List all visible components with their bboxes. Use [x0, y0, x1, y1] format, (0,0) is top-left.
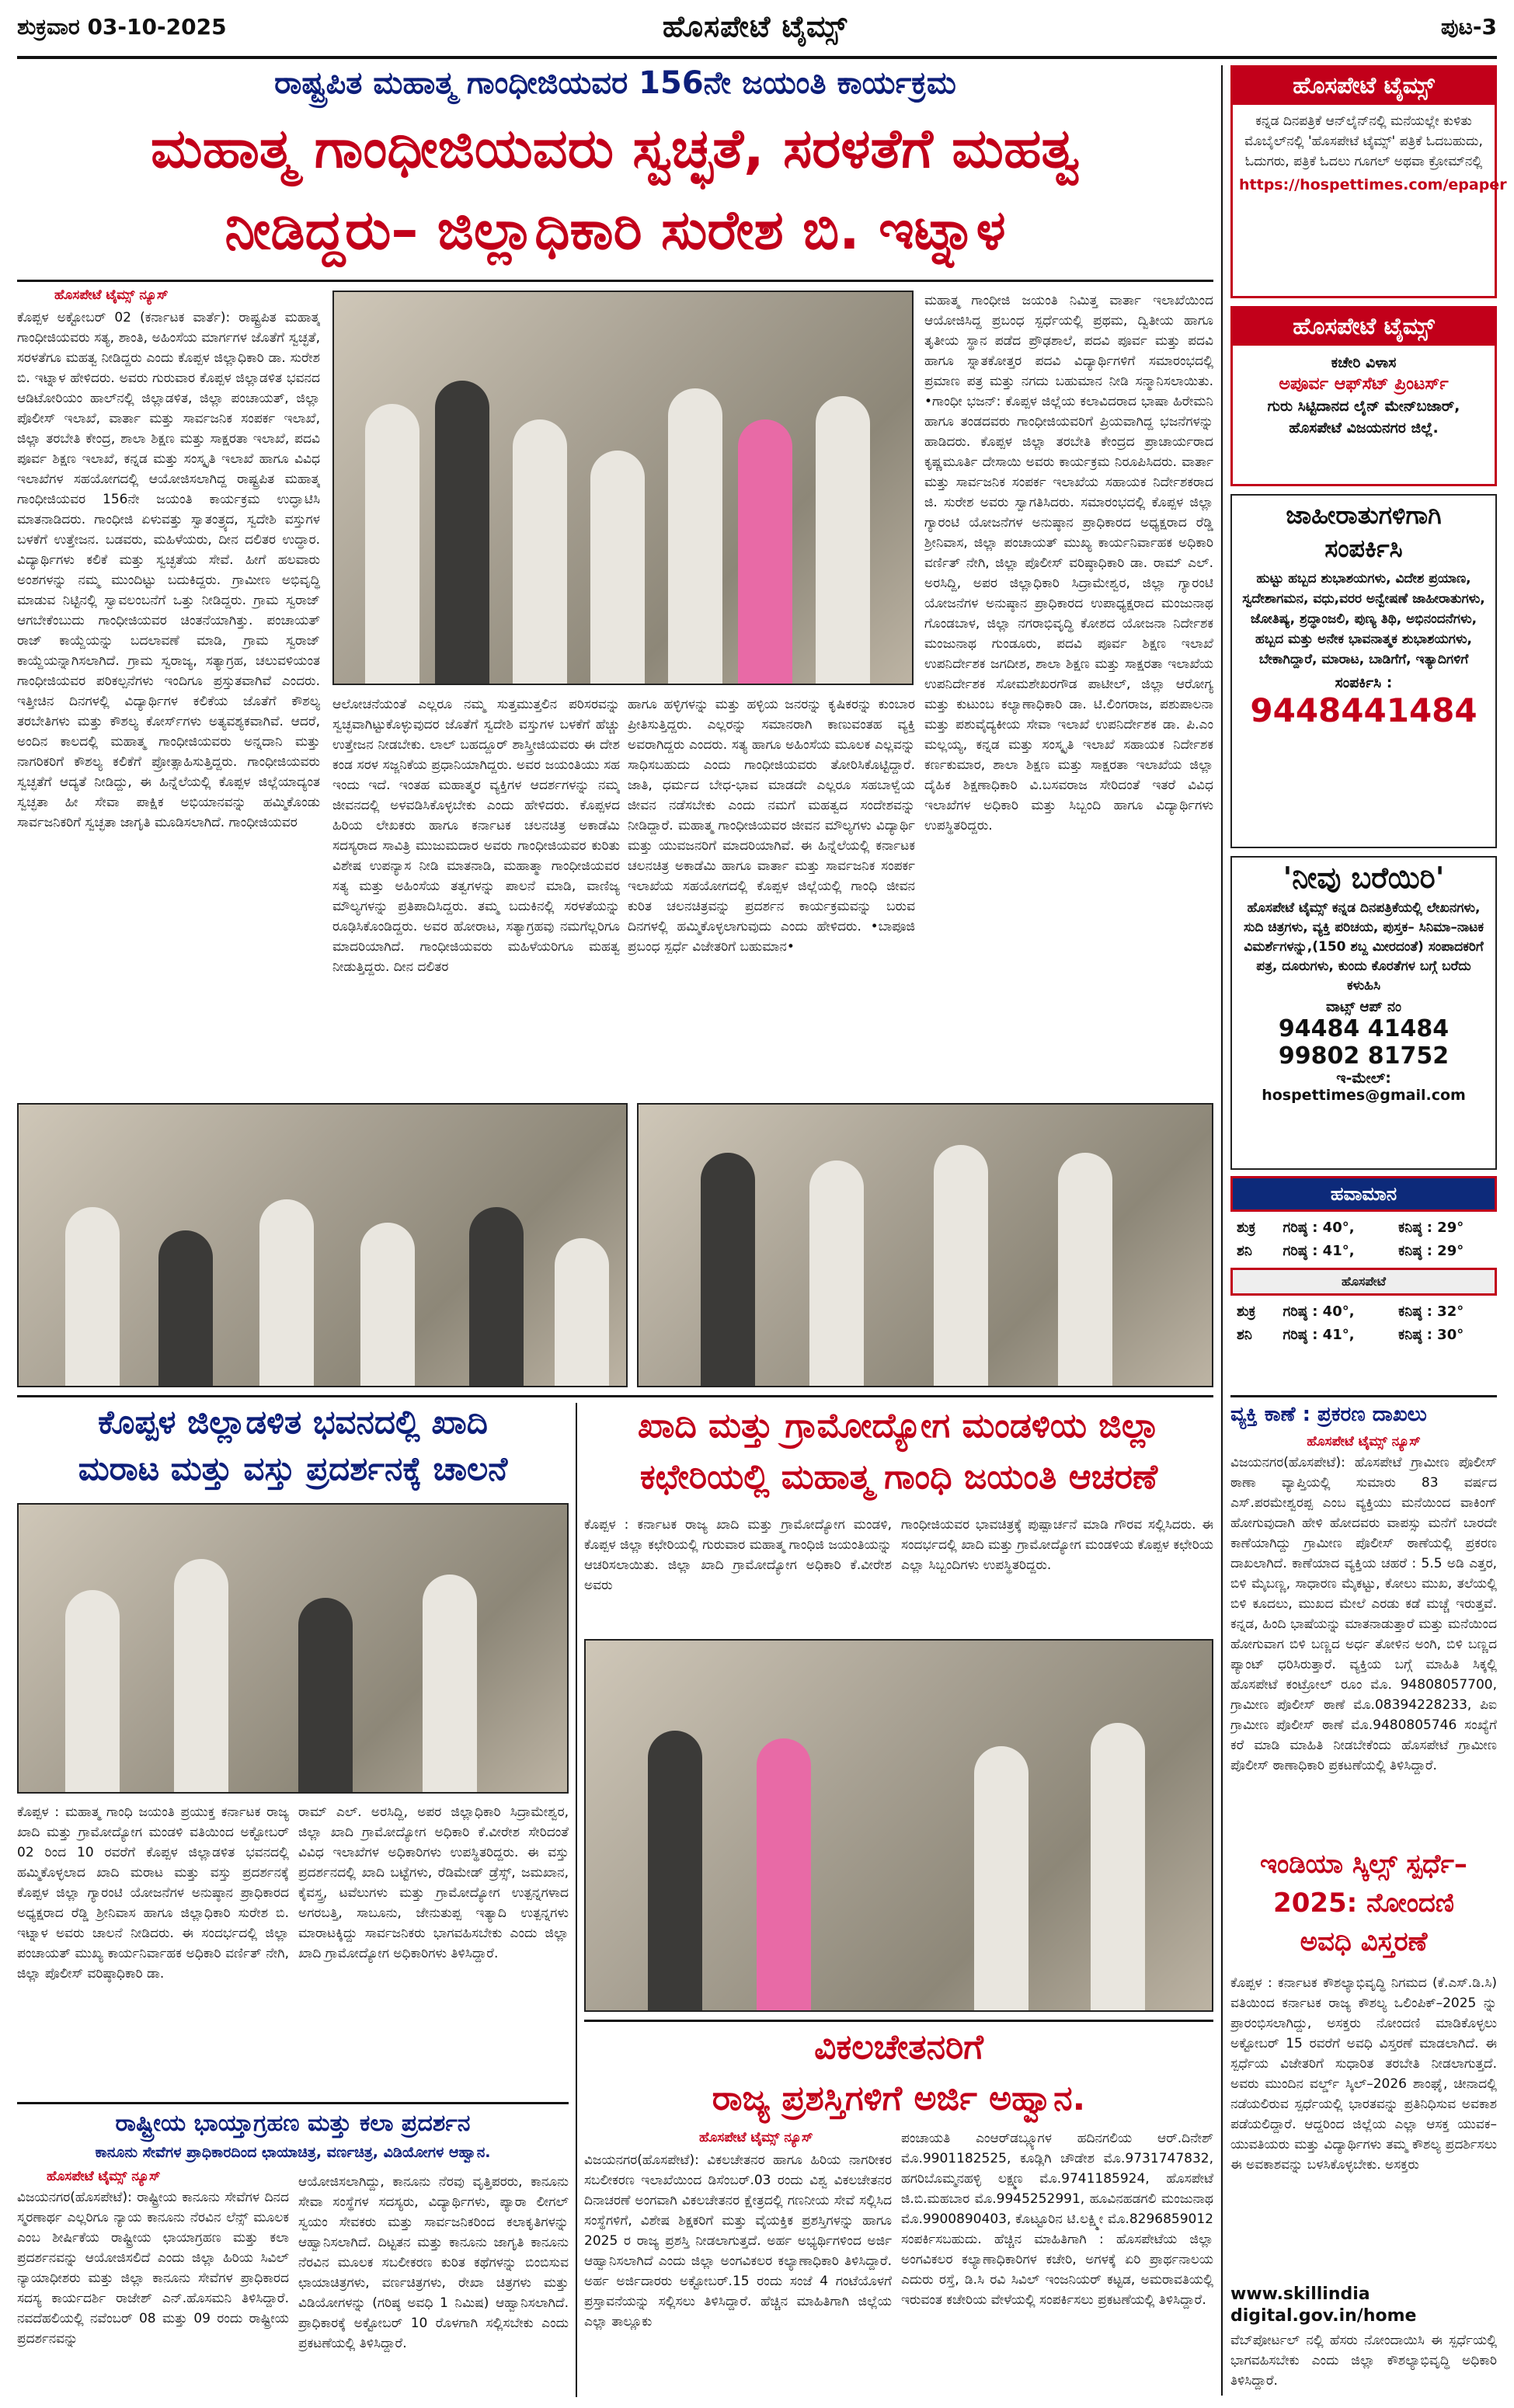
sidebar-missing-text: ವಿಜಯನಗರ(ಹೊಸಪೇಟೆ): ಹೊಸಪೇಟೆ ಗ್ರಾಮೀಣ ಪೊಲೀಸ್ ಠಾಣಾ ವ್ಯಾಪ್ತಿಯಲ್ಲಿ ಸುಮಾರು 83 ವರ್ಷದ ಎಸ್.ಪರಮೇಶ್ವರಪ್ಪ ಎಂಬ ವ್ಯಕ್ತಿಯು ಮನೆಯಿಂದ ವಾಕಿಂಗ್ ಹೋಗುವುದಾಗಿ ಹೇಳಿ ಹೋದವರು ವಾಪಸ್ಸು ಮನೆಗೆ ಬಾರದೇ ಕಾಣೆಯಾಗಿದ್ದು ಗ್ರಾಮೀಣ ಪೊಲೀಸ್ ಠಾಣೆಯಲ್ಲಿ ಪ್ರಕರಣ ದಾಖಲಾಗಿದೆ. ಕಾಣೆಯಾದ ವ್ಯಕ್ತಿಯ ಚಹರೆ : 5.5 ಅಡಿ ಎತ್ತರ, ಬಿಳಿ ಮೈಬಣ್ಣ, ಸಾಧಾರಣ ಮೈಕಟ್ಟು, ಕೋಲು ಮುಖ, ತಲೆಯಲ್ಲಿ ಬಿಳಿ ಕೂದಲು, ಮುಖದ ಮೇಲೆ ಎರಡು ಕಡೆ ಮಚ್ಚೆ ಇರುತ್ತವೆ. ಕನ್ನಡ, ಹಿಂದಿ ಭಾಷೆಯನ್ನು ಮಾತನಾಡುತ್ತಾರೆ ಮತ್ತು ಮನೆಯಿಂದ ಹೋಗುವಾಗ ಬಿಳಿ ಬಣ್ಣದ ಅರ್ಧ ತೋಳಿನ ಅಂಗಿ, ಬಿಳಿ ಬಣ್ಣದ ಪ್ಯಾಂಟ್ ಧರಿಸಿರುತ್ತಾರೆ. ವ್ಯಕ್ತಿಯ ಬಗ್ಗೆ ಮಾಹಿತಿ ಸಿಕ್ಕಲ್ಲಿ ಹೊಸಪೇಟೆ ಕಂಟ್ರೋಲ್ ರೂಂ ಮೊ. 94808057700, ಗ್ರಾಮೀಣ ಪೊಲೀಸ್ ಠಾಣೆ ಮೊ.08394228233, ಪಿಐ ಗ್ರಾಮೀಣ ಪೊಲೀಸ್ ಠಾಣೆ ಮೊ.9480805746 ಸಂಖ್ಯೆಗೆ ಕರೆ ಮಾಡಿ ಮಾಹಿತಿ ನೀಡಬೇಕೆಂದು ಹೊಸಪೇಟೆ ಗ್ರಾಮೀಣ ಪೊಲೀಸ್ ಠಾಣಾಧಿಕಾರಿ ಪ್ರಕಟಣೆಯಲ್ಲಿ ತಿಳಿಸಿದ್ದಾರೆ. — [1230, 1455, 1497, 1773]
sidebar-weather-title: ಹವಾಮಾನ — [1230, 1176, 1497, 1212]
sidebar-rule — [1230, 1395, 1497, 1397]
khadi-office-headline-line2: ಕಛೇರಿಯಲ್ಲಿ ಮಹಾತ್ಮ ಗಾಂಧಿ ಜಯಂತಿ ಆಚರಣೆ — [639, 1457, 1158, 1497]
issue-date: ಶುಕ್ರವಾರ 03-10-2025 — [17, 14, 227, 40]
weather-max: ಗರಿಷ್ಠ : 40°, — [1283, 1303, 1355, 1320]
masthead — [17, 8, 1497, 57]
weather-day: ಶುಕ್ರ — [1237, 1303, 1256, 1320]
lead-bottom-rule — [17, 1395, 1213, 1397]
weather-min: ಕನಿಷ್ಠ : 32° — [1398, 1303, 1464, 1320]
weather-min: ಕನಿಷ್ಠ : 29° — [1398, 1220, 1464, 1236]
newspaper-title: ಹೊಸಪೇಟೆ ಟೈಮ್ಸ್ — [662, 9, 848, 43]
sidebar-office-address: ಗುರು ಸಿಟ್ಟಿದಾನದ ಲೈನ್ ಮೇನ್‌ಬಜಾರ್, ಹೊಸಪೇಟೆ ವಿಜಯನಗರ ಜಿಲ್ಲೆ. — [1267, 398, 1460, 437]
sidebar-skills-url[interactable]: www.skillindia digital.gov.in/home — [1230, 2284, 1417, 2326]
weather-day: ಶನಿ — [1237, 1327, 1252, 1343]
right-vertical-rule — [1221, 65, 1223, 2396]
lead-headline-line1: ಮಹಾತ್ಮ ಗಾಂಧೀಜಿಯವರು ಸ್ವಚ್ಛತೆ, ಸರಳತೆಗೆ ಮಹತ್ವ — [151, 117, 1080, 180]
sidebar-write-box — [1230, 856, 1497, 1170]
lead-column-4: ಮಹಾತ್ಮ ಗಾಂಧೀಜಿ ಜಯಂತಿ ನಿಮಿತ್ತ ವಾರ್ತಾ ಇಲಾಖೆಯಿಂದ ಆಯೋಜಿಸಿದ್ದ ಪ್ರಬಂಧ ಸ್ಪರ್ಧೆಯಲ್ಲಿ ಪ್ರಥಮ, ದ್ವಿತೀಯ ಹಾಗೂ ತೃತೀಯ ಸ್ಥಾನ ಪಡೆದ ಪ್ರೌಢಶಾಲೆ, ಪದವಿ ಪೂರ್ವ ಮತ್ತು ಪದವಿ ಹಾಗೂ ಸ್ನಾತಕೋತ್ತರ ಪದವಿ ವಿದ್ಯಾರ್ಥಿಗಳಿಗೆ ಸಮಾರಂಭದಲ್ಲಿ ಪ್ರಮಾಣ ಪತ್ರ ಮತ್ತು ನಗದು ಬಹುಮಾನ ನೀಡಿ ಸನ್ಮಾನಿಸಲಾಯಿತು. •ಗಾಂಧೀ ಭಜನ್: ಕೊಪ್ಪಳ ಜಿಲ್ಲೆಯ ಕಲಾವಿದರಾದ ಭಾಷಾ ಹಿರೇಮನಿ ಹಾಗೂ ತಂಡದವರು ಗಾಂಧೀಜಿಯವರಿಗೆ ಪ್ರಿಯವಾಗಿದ್ದ ಭಜನೆಗಳನ್ನು ಹಾಡಿದರು. ಕೊಪ್ಪಳ ಜಿಲ್ಲಾ ತರಬೇತಿ ಕೇಂದ್ರದ ಪ್ರಾಚಾರ್ಯರಾದ ಕೃಷ್ಣಮೂರ್ತಿ ದೇಸಾಯಿ ಅವರು ಕಾರ್ಯಕ್ರಮ ನಿರೂಪಿಸಿದರು. ವಾರ್ತಾ ಮತ್ತು ಸಾರ್ವಜನಿಕ ಸಂಪರ್ಕ ಇಲಾಖೆಯ ಸಹಾಯಕ ನಿರ್ದೇಶಕರಾದ ಜಿ. ಸುರೇಶ ಅವರು ಸ್ವಾಗತಿಸಿದರು. ಸಮಾರಂಭದಲ್ಲಿ ಕೊಪ್ಪಳ ಜಿಲ್ಲಾ ಗ್ಯಾರಂಟಿ ಯೋಜನೆಗಳ ಅನುಷ್ಠಾನ ಪ್ರಾಧಿಕಾರದ ಅಧ್ಯಕ್ಷರಾದ ರೆಡ್ಡಿ ಶ್ರೀನಿವಾಸ, ಜಿಲ್ಲಾ ಪಂಚಾಯತ್ ಮುಖ್ಯ ಕಾರ್ಯನಿರ್ವಾಹಕ ಅಧಿಕಾರಿ ವರ್ಣಿತ್ ನೇಗಿ, ಜಿಲ್ಲಾ ಪೊಲೀಸ್ ವರಿಷ್ಠಾಧಿಕಾರಿ ಡಾ. ರಾಮ್ ಎಲ್. ಅರಸಿದ್ದಿ, ಅಪರ ಜಿಲ್ಲಾಧಿಕಾರಿ ಸಿದ್ರಾಮೇಶ್ವರ, ಜಿಲ್ಲಾ ಗ್ಯಾರಂಟಿ ಯೋಜನೆಗಳ ಅನುಷ್ಠಾನ ಪ್ರಾಧಿಕಾರದ ಉಪಾಧ್ಯಕ್ಷರಾದ ಮಂಜುನಾಥ ಗೊಂಡಬಾಳ, ಜಿಲ್ಲಾ ನಗರಾಭಿವೃದ್ಧಿ ಕೋಶದ ಯೋಜನಾ ನಿರ್ದೇಶಕ ಮಂಜುನಾಥ ಗುಂಡೂರು, ಪದವಿ ಪೂರ್ವ ಶಿಕ್ಷಣ ಇಲಾಖೆ ಉಪನಿರ್ದೇಶಕ ಜಗದೀಶ, ಶಾಲಾ ಶಿಕ್ಷಣ ಮತ್ತು ಸಾಕ್ಷರತಾ ಇಲಾಖೆಯ ಉಪನಿರ್ದೇಶಕ ಸೋಮಶೇಖರಗೌಡ ಪಾಟೀಲ್, ಜಿಲ್ಲಾ ಆರೋಗ್ಯ ಮತ್ತು ಕುಟುಂಬ ಕಲ್ಯಾಣಾಧಿಕಾರಿ ಡಾ. ಟಿ.ಲಿಂಗರಾಜ, ಪಶುಪಾಲನಾ ಮತ್ತು ಪಶುವೈದ್ಯಕೀಯ ಸೇವಾ ಇಲಾಖೆ ಉಪನಿರ್ದೇಶಕ ಡಾ. ಪಿ.ಎಂ ಮಲ್ಲಯ್ಯ, ಕನ್ನಡ ಮತ್ತು ಸಂಸ್ಕೃತಿ ಇಲಾಖೆ ಸಹಾಯಕ ನಿರ್ದೇಶಕ ಕರ್ಣಕುಮಾರ, ಶಾಲಾ ಶಿಕ್ಷಣ ಮತ್ತು ಸಾಕ್ಷರತಾ ಇಲಾಖೆಯ ಜಿಲ್ಲಾ ದೈಹಿಕ ಶಿಕ್ಷಣಾಧಿಕಾರಿ ವಿ.ಬಸವರಾಜ ಸೇರಿದಂತೆ ಇತರೆ ವಿವಿಧ ಇಲಾಖೆಗಳ ಅಧಿಕಾರಿ ಮತ್ತು ಸಿಬ್ಬಂದಿ ಹಾಗೂ ವಿದ್ಯಾರ್ಥಿಗಳು ಉಪಸ್ಥಿತರಿದ್ದರು. — [924, 293, 1213, 833]
sidebar-ads-phone[interactable]: 9448441484 — [1250, 691, 1477, 729]
legal-column-1: ವಿಜಯನಗರ(ಹೊಸಪೇಟೆ): ರಾಷ್ಟ್ರೀಯ ಕಾನೂನು ಸೇವೆಗಳ ದಿನದ ಸ್ಮರಣಾರ್ಥ ಎಲ್ಲರಿಗೂ ನ್ಯಾಯ ಕಾನೂನು ನೆರವಿನ ಲೆನ್ಸ್ ಮೂಲಕ ಎಂಬ ಶೀರ್ಷಿಕೆಯ ರಾಷ್ಟ್ರೀಯ ಛಾಯಾಗ್ರಹಣ ಮತ್ತು ಕಲಾ ಪ್ರದರ್ಶನವನ್ನು ಆಯೋಜಿಸಲಿದೆ ಎಂದು ಜಿಲ್ಲಾ ಹಿರಿಯ ಸಿವಿಲ್ ನ್ಯಾಯಾಧೀಶರು ಮತ್ತು ಜಿಲ್ಲಾ ಕಾನೂನು ಸೇವೆಗಳ ಪ್ರಾಧಿಕಾರದ ಸದಸ್ಯ ಕಾರ್ಯದರ್ಶಿ ರಾಜೇಶ್ ಎನ್.ಹೊಸಮನಿ ತಿಳಿಸಿದ್ದಾರೆ. ನವದೆಹಲಿಯಲ್ಲಿ ನವೆಂಬರ್ 08 ಮತ್ತು 09 ರಂದು ರಾಷ್ಟ್ರೀಯ ಪ್ರದರ್ಶನವನ್ನು — [17, 2190, 289, 2347]
disabled-column-2: ಪಂಚಾಯತಿ ಎಂಆರ್‌ಡಬ್ಲ್ಯೂಗಳ ಹದಿನಗಲಿಯ ಆರ್.ದಿನೇಶ್ ಮೊ.9901182525, ಕೂಡ್ಲಿಗಿ ಚೌಡೇಶ ಮೊ.9731747832, ಹಗರಿಬೊಮ್ಮನಹಳ್ಳಿ ಲಕ್ಷ್ಮಣ ಮೊ.9741185924, ಹೊಸಪೇಟೆ ಜಿ.ಬಿ.ಮಹಬಾರ ಮೊ.9945252991, ಹೂವಿನಹಡಗಲಿ ಮಂಜುನಾಥ ಮೊ.9900890403, ಕೊಟ್ಟೂರಿನ ಟಿ.ಲಕ್ಷ್ಮೀ ಮೊ.8296859012 ಸಂಪರ್ಕಿಸಬಹುದು. ಹೆಚ್ಚಿನ ಮಾಹಿತಿಗಾಗಿ : ಹೊಸಪೇಟೆಯ ಜಿಲ್ಲಾ ಅಂಗವಿಕಲರ ಕಲ್ಯಾಣಾಧಿಕಾರಿಗಳ ಕಚೇರಿ, ಅಗಳಕ್ಕೆ ಏರಿ ಪ್ರಾರ್ಥನಾಲಯ ಎದುರು ರಸ್ತೆ, ಡಿ.ಸಿ ರವಿ ಸಿವಿಲ್ ಇಂಜನಿಯರ್ ಕಟ್ಟಡ, ಅಮರಾವತಿಯಲ್ಲಿ ಇರುವಂತ ಕಚೇರಿಯ ವೇಳೆಯಲ್ಲಿ ಸಂಪರ್ಕಿಸಲು ಪ್ರಕಟಣೆಯಲ್ಲಿ ತಿಳಿಸಿದ್ದಾರೆ. — [901, 2131, 1213, 2308]
khadi-photo — [17, 1503, 569, 1794]
sidebar-office-printer: ಅಪೂರ್ವ ಆಫ್‌ಸೆಟ್ ಪ್ರಿಂಟರ್ಸ್ — [1279, 374, 1449, 394]
weather-max: ಗರಿಷ್ಠ : 41°, — [1283, 1243, 1355, 1259]
lead-photo-bottom-left — [17, 1103, 628, 1387]
sidebar-weather-table-1 — [1230, 1212, 1497, 1268]
sidebar-weather-box — [1230, 1176, 1497, 1387]
sidebar-ads-title: ಜಾಹೀರಾತುಗಳಿಗಾಗಿ — [1286, 500, 1442, 530]
sidebar-ads-subtitle: ಸಂಪರ್ಕಿಸಿ — [1324, 534, 1403, 563]
khadi-office-photo — [584, 1639, 1213, 2012]
disabled-byline: ಹೊಸಪೇಟೆ ಟೈಮ್ಸ್ ನ್ಯೂಸ್ — [699, 2130, 813, 2145]
lead-byline: ಹೊಸಪೇಟೆ ಟೈಮ್ಸ್ ನ್ಯೂಸ್ — [54, 287, 169, 303]
lead-headline-line2: ನೀಡಿದ್ದರು– ಜಿಲ್ಲಾಧಿಕಾರಿ ಸುರೇಶ ಬಿ. ಇಟ್ನಾಳ — [224, 198, 1006, 262]
masthead-rule — [17, 56, 1497, 59]
sidebar-weather-table-2 — [1230, 1296, 1497, 1352]
sidebar-skills-title-3: ಅವಧಿ ವಿಸ್ತರಣೆ — [1300, 1926, 1428, 1957]
disabled-headline-line1: ವಿಕಲಚೇತನರಿಗೆ — [814, 2027, 983, 2067]
sidebar-epaper-link[interactable]: https://hospettimes.com/epaper — [1239, 176, 1507, 193]
disabled-column-1: ವಿಜಯನಗರ(ಹೊಸಪೇಟೆ): ವಿಕಲಚೇತನರ ಹಾಗೂ ಹಿರಿಯ ನಾಗರೀಕರ ಸಬಲೀಕರಣ ಇಲಾಖೆಯಿಂದ ಡಿಸೆಂಬರ್.03 ರಂದು ವಿಶ್ವ ವಿಕಲಚೇತನರ ದಿನಾಚರಣೆ ಅಂಗವಾಗಿ ವಿಕಲಚೇತನರ ಕ್ಷೇತ್ರದಲ್ಲಿ ಗಣನೀಯ ಸೇವೆ ಸಲ್ಲಿಸಿದ ಸಂಸ್ಥೆಗಳಿಗೆ, ವಿಶೇಷ ಶಿಕ್ಷಕರಿಗೆ ಮತ್ತು ವೈಯಕ್ತಿಕ ಪ್ರಶಸ್ತಿಗಳನ್ನು ಹಾಗೂ 2025 ರ ರಾಜ್ಯ ಪ್ರಶಸ್ತಿ ನೀಡಲಾಗುತ್ತದೆ. ಅರ್ಹ ಅಭ್ಯರ್ಥಿಗಳಿಂದ ಅರ್ಜಿ ಆಹ್ವಾನಿಸಲಾಗಿದೆ ಎಂದು ಜಿಲ್ಲಾ ಅಂಗವಿಕಲರ ಕಲ್ಯಾಣಾಧಿಕಾರಿ ತಿಳಿಸಿದ್ದಾರೆ. ಅರ್ಹ ಅರ್ಜಿದಾರರು ಅಕ್ಟೋಬರ್.15 ರಂದು ಸಂಜೆ 4 ಗಂಟೆಯೊಳಗೆ ಪ್ರಸ್ತಾವನೆಯನ್ನು ಸಲ್ಲಿಸಲು ತಿಳಿಸಿದ್ದಾರೆ. ಹೆಚ್ಚಿನ ಮಾಹಿತಿಗಾಗಿ ಜಿಲ್ಲೆಯ ಎಲ್ಲಾ ತಾಲ್ಲೂಕು — [584, 2152, 892, 2330]
khadi-headline-line2: ಮರಾಟ ಮತ್ತು ವಸ್ತು ಪ್ರದರ್ಶನಕ್ಕೆ ಚಾಲನೆ — [78, 1449, 508, 1488]
legal-byline: ಹೊಸಪೇಟೆ ಟೈಮ್ಸ್ ನ್ಯೂಸ್ — [47, 2169, 161, 2184]
sidebar-skills-title-1: ಇಂಡಿಯಾ ಸ್ಕಿಲ್ಸ್ ಸ್ಪರ್ಧೆ– — [1260, 1849, 1467, 1880]
weather-row — [1237, 1324, 1491, 1347]
khadi-column-1: ಕೊಪ್ಪಳ : ಮಹಾತ್ಮ ಗಾಂಧಿ ಜಯಂತಿ ಪ್ರಯುಕ್ತ ಕರ್ನಾಟಕ ರಾಜ್ಯ ಖಾದಿ ಮತ್ತು ಗ್ರಾಮೋದ್ಯೋಗ ಮಂಡಳಿ ವತಿಯಿಂದ ಅಕ್ಟೋಬರ್ 02 ರಿಂದ 10 ರವರೆಗೆ ಕೊಪ್ಪಳ ಜಿಲ್ಲಾಡಳಿತ ಭವನದಲ್ಲಿ ಹಮ್ಮಿಕೊಳ್ಳಲಾದ ಖಾದಿ ಮರಾಟ ಮತ್ತು ವಸ್ತು ಪ್ರದರ್ಶನಕ್ಕೆ ಕೊಪ್ಪಳ ಜಿಲ್ಲಾ ಗ್ಯಾರಂಟಿ ಯೋಜನೆಗಳ ಅನುಷ್ಠಾನ ಪ್ರಾಧಿಕಾರದ ಅಧ್ಯಕ್ಷರಾದ ರೆಡ್ಡಿ ಶ್ರೀನಿವಾಸ ಹಾಗೂ ಜಿಲ್ಲಾಧಿಕಾರಿ ಸುರೇಶ ಬಿ. ಇಟ್ನಾಳ ಅವರು ಚಾಲನೆ ನೀಡಿದರು. ಈ ಸಂದರ್ಭದಲ್ಲಿ ಜಿಲ್ಲಾ ಪಂಚಾಯತ್ ಮುಖ್ಯ ಕಾರ್ಯನಿರ್ವಾಹಕ ಅಧಿಕಾರಿ ವರ್ಣಿತ್ ನೇಗಿ, ಜಿಲ್ಲಾ ಪೊಲೀಸ್ ವರಿಷ್ಠಾಧಿಕಾರಿ ಡಾ. — [17, 1804, 289, 1982]
khadi-rule — [17, 2102, 569, 2104]
sidebar-weather-city: ಹೊಸಪೇಟೆ — [1230, 1268, 1497, 1296]
lead-column-1: ಕೊಪ್ಪಳ ಅಕ್ಟೋಬರ್ 02 (ಕರ್ನಾಟಕ ವಾರ್ತೆ): ರಾಷ್ಟ್ರಪಿತ ಮಹಾತ್ಮ ಗಾಂಧೀಜಿಯವರು ಸತ್ಯ, ಶಾಂತಿ, ಅಹಿಂಸೆಯ ಮಾರ್ಗಗಳ ಜೊತೆಗೆ ಸ್ವಚ್ಛತೆ, ಸರಳತೆಗೂ ಮಹತ್ವ ನೀಡಿದ್ದರು ಎಂದು ಕೊಪ್ಪಳ ಜಿಲ್ಲಾಧಿಕಾರಿ ಡಾ. ಸುರೇಶ ಬಿ. ಇಟ್ನಾಳ ಹೇಳಿದರು. ಅವರು ಗುರುವಾರ ಕೊಪ್ಪಳ ಜಿಲ್ಲಾಡಳಿತ ಭವನದ ಆಡಿಟೋರಿಯಂ ಹಾಲ್‌ನಲ್ಲಿ ಜಿಲ್ಲಾಡಳಿತ, ಜಿಲ್ಲಾ ಪಂಚಾಯತ್, ಜಿಲ್ಲಾ ಪೊಲೀಸ್ ಇಲಾಖೆ, ವಾರ್ತಾ ಮತ್ತು ಸಾರ್ವಜನಿಕ ಸಂಪರ್ಕ ಇಲಾಖೆ, ಜಿಲ್ಲಾ ತರಬೇತಿ ಕೇಂದ್ರ, ಶಾಲಾ ಶಿಕ್ಷಣ ಮತ್ತು ಸಾಕ್ಷರತಾ ಇಲಾಖೆ, ಪದವಿ ಪೂರ್ವ ಶಿಕ್ಷಣ ಇಲಾಖೆ, ಕನ್ನಡ ಮತ್ತು ಸಂಸ್ಕೃತಿ ಇಲಾಖೆ ಹಾಗೂ ವಿವಿಧ ಇಲಾಖೆಗಳ ಸಹಯೋಗದಲ್ಲಿ ಆಯೋಜಿಸಲಾಗಿದ್ದ ರಾಷ್ಟ್ರಪಿತ ಮಹಾತ್ಮ ಗಾಂಧೀಜಿಯವರ 156ನೇ ಜಯಂತಿ ಕಾರ್ಯಕ್ರಮ ಉದ್ಘಾಟಿಸಿ ಮಾತನಾಡಿದರು. ಗಾಂಧೀಜಿ ಏಳುವತ್ತು ಸ್ವಾತಂತ್ರ್ಯದ, ಸ್ವದೇಶಿ ವಸ್ತುಗಳ ಬಳಕೆಗೆ ಉತ್ತೇಜನ. ಬಡವರು, ಮಹಿಳೆಯರು, ದೀನ ದಲಿತರ ಉದ್ಧಾರ. ವಿದ್ಯಾರ್ಥಿಗಳು ಕಲಿಕೆ ಮತ್ತು ಸ್ವಚ್ಛತೆಯ ಸೇವೆ. ಹೀಗೆ ಹಲವಾರು ಅಂಶಗಳನ್ನು ನಮ್ಮ ಮುಂದಿಟ್ಟು ಬದುಕಿದ್ದರು. ಗ್ರಾಮೀಣ ಅಭಿವೃದ್ಧಿ ಮಾಡುವ ನಿಟ್ಟಿನಲ್ಲಿ ಸ್ವಾವಲಂಬನೆಗೆ ಒತ್ತು ನೀಡಿದ್ದರು. ಗ್ರಾಮ ಸ್ವರಾಜ್ ಆಗಬೇಕೆಂಬುದು ಗಾಂಧೀಜಿಯವರ ಚಿಂತನೆಯಾಗಿತ್ತು. ಪಂಚಾಯತ್ ರಾಜ್ ಕಾಯ್ದೆಯನ್ನು ಬದಲಾವಣೆ ಮಾಡಿ, ಗ್ರಾಮ ಸ್ವರಾಜ್ ಕಾಯ್ದೆಯನ್ನಾಗಿಸಲಾಗಿದೆ. ಗ್ರಾಮ ಸ್ವರಾಜ್ಯ, ಸತ್ಯಾಗ್ರಹ, ಚಲುವಳಿಯಂತ ಗಾಂಧೀಜಿಯವರ ಪರಿಕಲ್ಪನೆಗಳು ಇಂದಿಗೂ ಪ್ರಸ್ತುತವಾಗಿವೆ ಎಂದರು. ಇತ್ತೀಚಿನ ದಿನಗಳಲ್ಲಿ ವಿದ್ಯಾರ್ಥಿಗಳ ಕಲಿಕೆಯ ಜೊತೆಗೆ ಕೌಶಲ್ಯ ತರಬೇತಿಗಳು ಮತ್ತು ಕೌಶಲ್ಯ ಕೋರ್ಸ್‌ಗಳು ಅತ್ಯವಶ್ಯಕವಾಗಿವೆ. ಆದರೆ, ಅಂದಿನ ಕಾಲದಲ್ಲಿ ಮಹಾತ್ಮ ಗಾಂಧೀಜಿಯವರು ಅನ್ನದಾನಿ ಮತ್ತು ನಾಗರಿಕರಿಗೆ ಕೌಶಲ್ಯ ಕಲಿಕೆಗೆ ಪ್ರೋತ್ಸಾಹಿಸುತ್ತಿದ್ದರು. ಗಾಂಧೀಜಿಯವರು ಸ್ವಚ್ಛತೆಗೆ ಆದ್ಯತೆ ನೀಡಿದ್ದು, ಈ ಹಿನ್ನೆಲೆಯಲ್ಲಿ ಕೊಪ್ಪಳ ಜಿಲ್ಲೆಯಾದ್ಯಂತ ಸ್ವಚ್ಛತಾ ಹೀ ಸೇವಾ ಪಾಕ್ಷಿಕ ಅಭಿಯಾನವನ್ನು ಹಮ್ಮಿಕೊಂಡು ಸಾರ್ವಜನಿಕರಿಗೆ ಸ್ವಚ್ಛತಾ ಜಾಗೃತಿ ಮೂಡಿಸಲಾಗಿದೆ. ಗಾಂಧೀಜಿಯವರ — [17, 310, 320, 830]
khadi-office-rule — [584, 2020, 1213, 2022]
sidebar-missing-byline: ಹೊಸಪೇಟೆ ಟೈಮ್ಸ್ ನ್ಯೂಸ್ — [1307, 1434, 1421, 1449]
sidebar-write-whatsapp: ವಾಟ್ಸ್ ಆಪ್ ನಂ — [1326, 999, 1401, 1015]
lead-kicker: ರಾಷ್ಟ್ರಪಿತ ಮಹಾತ್ಮ ಗಾಂಧೀಜಿಯವರ 156ನೇ ಜಯಂತಿ ಕಾರ್ಯಕ್ರಮ — [274, 65, 956, 101]
khadi-office-column-1: ಕೊಪ್ಪಳ : ಕರ್ನಾಟಕ ರಾಜ್ಯ ಖಾದಿ ಮತ್ತು ಗ್ರಾಮೋದ್ಯೋಗ ಮಂಡಳಿ, ಕೊಪ್ಪಳ ಜಿಲ್ಲಾ ಕಛೇರಿಯಲ್ಲಿ ಗುರುವಾರ ಮಹಾತ್ಮ ಗಾಂಧಿಜಿ ಜಯಂತಿಯನ್ನು ಆಚರಿಸಲಾಯಿತು. ಜಿಲ್ಲಾ ಖಾದಿ ಗ್ರಾಮೋದ್ಯೋಗ ಅಧಿಕಾರಿ ಕೆ.ವೀರೇಶ ಅವರು — [584, 1517, 892, 1593]
weather-min: ಕನಿಷ್ಠ : 29° — [1398, 1243, 1464, 1259]
mid-vertical-rule — [576, 1403, 577, 2397]
khadi-office-headline-line1: ಖಾದಿ ಮತ್ತು ಗ್ರಾಮೋದ್ಯೋಗ ಮಂಡಳಿಯ ಜಿಲ್ಲಾ — [637, 1406, 1161, 1446]
sidebar-ads-contact-label: ಸಂಪರ್ಕಿಸಿ : — [1335, 674, 1393, 691]
sidebar-skills-title-2: 2025: ನೋಂದಣಿ — [1273, 1888, 1454, 1919]
lead-column-3: ಹಾಗೂ ಹಳ್ಳಿಗಳನ್ನು ಮತ್ತು ಹಳ್ಳಿಯ ಜನರನ್ನು ಕೃಷಿಕರನ್ನು ಕುಂಬಾರ ಪ್ರೀತಿಸುತ್ತಿದ್ದರು. ಎಲ್ಲರನ್ನು ಸಮಾನರಾಗಿ ಕಾಣುವಂತಹ ವ್ಯಕ್ತಿ ಅವರಾಗಿದ್ದರು ಎಂದರು. ಸತ್ಯ ಹಾಗೂ ಅಹಿಂಸೆಯ ಮೂಲಕ ಎಲ್ಲವನ್ನು ಸಾಧಿಸಬಹುದು ಎಂದು ಗಾಂಧೀಜಿಯವರು ತೋರಿಸಿಕೊಟ್ಟಿದ್ದಾರೆ. ಜಾತಿ, ಧರ್ಮದ ಬೇಧ-ಭಾವ ಮಾಡದೇ ಎಲ್ಲರೂ ಸಹಬಾಳ್ವೆಯ ಜೀವನ ನಡೆಸಬೇಕು ಎಂದು ನಮಗೆ ಮಹತ್ವದ ಸಂದೇಶವನ್ನು ನೀಡಿದ್ದಾರೆ. ಮಹಾತ್ಮ ಗಾಂಧೀಜಿಯವರ ಜೀವನ ಮೌಲ್ಯಗಳು ವಿದ್ಯಾರ್ಥಿ ಮತ್ತು ಯುವಜನರಿಗೆ ಮಾದರಿಯಾಗಿವೆ. ಈ ಹಿನ್ನೆಲೆಯಲ್ಲಿ ಕರ್ನಾಟಕ ಚಲನಚಿತ್ರ ಅಕಾಡೆಮಿ ಹಾಗೂ ವಾರ್ತಾ ಮತ್ತು ಸಾರ್ವಜನಿಕ ಸಂಪರ್ಕ ಇಲಾಖೆಯ ಸಹಯೋಗದಲ್ಲಿ ಕೊಪ್ಪಳ ಜಿಲ್ಲೆಯಲ್ಲಿ ಗಾಂಧಿ ಜೀವನ ಕುರಿತ ಚಲನಚಿತ್ರವನ್ನು ಪ್ರದರ್ಶನ ಕಾರ್ಯಕ್ರಮವನ್ನು ಬರುವ ದಿನಗಳಲ್ಲಿ ಹಮ್ಮಿಕೊಳ್ಳಲಾಗುವುದು ಎಂದು ಹೇಳಿದರು. •ಬಾಪೂಜಿ ಪ್ರಬಂಧ ಸ್ಪರ್ಧೆ ವಿಜೇತರಿಗೆ ಬಹುಮಾನ• — [628, 697, 915, 955]
legal-headline-line1: ರಾಷ್ಟ್ರೀಯ ಭಾಯ್ತಾಗ್ರಹಣ ಮತ್ತು ಕಲಾ ಪ್ರದರ್ಶನ — [115, 2110, 471, 2137]
weather-row — [1237, 1300, 1491, 1324]
sidebar-phone-1[interactable]: 94484 41484 — [1278, 1015, 1450, 1042]
sidebar-epaper-box — [1230, 65, 1507, 298]
sidebar-phone-2[interactable]: 99802 81752 — [1278, 1042, 1450, 1070]
sidebar-missing-title: ವ್ಯಕ್ತಿ ಕಾಣೆ : ಪ್ರಕರಣ ದಾಖಲು — [1230, 1403, 1427, 1426]
sidebar-skills-text: ಕೊಪ್ಪಳ : ಕರ್ನಾಟಕ ಕೌಶಲ್ಯಾಭಿವೃದ್ಧಿ ನಿಗಮದ (ಕೆ.ಎಸ್.ಡಿ.ಸಿ) ವತಿಯಿಂದ ಕರ್ನಾಟಕ ರಾಜ್ಯ ಕೌಶಲ್ಯ ಒಲಿಂಪಿಕ್–2025 ನ್ನು ಪ್ರಾರಂಭಿಸಲಾಗಿದ್ದು, ಅಸಕ್ತರು ನೋಂದಣಿ ಮಾಡಿಕೊಳ್ಳಲು ಅಕ್ಟೋಬರ್ 15 ರವರೆಗೆ ಅವಧಿ ವಿಸ್ತರಣೆ ಮಾಡಲಾಗಿದೆ. ಈ ಸ್ಪರ್ಧೆಯ ವಿಜೇತರಿಗೆ ಸುಧಾರಿತ ತರಬೇತಿ ನೀಡಲಾಗುತ್ತದೆ. ಅವರು ಮುಂದಿನ ವರ್ಲ್ಡ್ ಸ್ಕಿಲ್–2026 ಶಾಂಘೈ, ಚೀನಾದಲ್ಲಿ ನಡೆಯಲಿರುವ ಸ್ಪರ್ಧೆಯಲ್ಲಿ ಭಾರತವನ್ನು ಪ್ರತಿನಿಧಿಸುವ ಅವಕಾಶ ಪಡೆಯಲಿದ್ದಾರೆ. ಆದ್ದರಿಂದ ಜಿಲ್ಲೆಯ ಎಲ್ಲಾ ಆಸಕ್ತ ಯುವಕ–ಯುವತಿಯರು ಮತ್ತು ವಿದ್ಯಾರ್ಥಿಗಳು ತಮ್ಮ ಕೌಶಲ್ಯ ಪ್ರದರ್ಶಿಸಲು ಈ ಅವಕಾಶವನ್ನು ಬಳಸಿಕೊಳ್ಳಬೇಕು. ಅಸಕ್ತರು — [1230, 1975, 1497, 2173]
khadi-column-2: ರಾಮ್ ಎಲ್. ಅರಸಿದ್ದಿ, ಅಪರ ಜಿಲ್ಲಾಧಿಕಾರಿ ಸಿದ್ರಾಮೇಶ್ವರ, ಜಿಲ್ಲಾ ಖಾದಿ ಗ್ರಾಮೋದ್ಯೋಗ ಅಧಿಕಾರಿ ಕೆ.ವೀರೇಶ ಸೇರಿದಂತೆ ವಿವಿಧ ಇಲಾಖೆಗಳ ಅಧಿಕಾರಿಗಳು ಉಪಸ್ಥಿತರಿದ್ದರು. ಈ ವಸ್ತು ಪ್ರದರ್ಶನದಲ್ಲಿ ಖಾದಿ ಬಟ್ಟೆಗಳು, ರೆಡಿಮೇಡ್ ಡ್ರೆಸ್ಸ್, ಜಮಖಾನ, ಕೈವಸ್ತ್ರ, ಟವೆಲುಗಳು ಮತ್ತು ಗ್ರಾಮೋದ್ಯೋಗ ಉತ್ಪನ್ನಗಳಾದ ಅಗರಬತ್ತಿ, ಸಾಬೂನು, ಜೇನುತುಪ್ಪ ಇತ್ಯಾದಿ ಉತ್ಪನ್ನಗಳು ಮಾರಾಟಕ್ಕಿದ್ದು ಸಾರ್ವಜನಿಕರು ಭಾಗವಹಿಸಬೇಕು ಎಂದು ಜಿಲ್ಲಾ ಖಾದಿ ಗ್ರಾಮೋದ್ಯೋಗ ಅಧಿಕಾರಿಗಳು ತಿಳಿಸಿದ್ದಾರೆ. — [298, 1804, 569, 1961]
sidebar-office-title: ಹೊಸಪೇಟೆ ಟೈಮ್ಸ್ — [1233, 308, 1495, 346]
sidebar-epaper-text: ಕನ್ನಡ ದಿನಪತ್ರಿಕೆ ಆನ್‌ಲೈನ್‌ನಲ್ಲಿ ಮನೆಯಲ್ಲೇ ಕುಳಿತು ಮೊಬೈಲ್‌ನಲ್ಲಿ 'ಹೊಸಪೇಟೆ ಟೈಮ್ಸ್' ಪತ್ರಿಕೆ ಓದಬಹುದು, ಓದುಗರು, ಪತ್ರಿಕೆ ಓದಲು ಗೂಗಲ್ ಅಥವಾ ಕ್ರೋಮ್‌ನಲ್ಲಿ — [1244, 113, 1483, 169]
weather-row — [1237, 1216, 1491, 1240]
lead-photo-main — [332, 291, 914, 685]
legal-headline-line2: ಕಾನೂನು ಸೇವೆಗಳ ಪ್ರಾಧಿಕಾರದಿಂದ ಛಾಯಾಚಿತ್ರ, ವರ್ಣಚಿತ್ರ, ವಿಡಿಯೋಗಳ ಆಹ್ವಾನ. — [95, 2144, 491, 2161]
khadi-office-column-2: ಗಾಂಧೀಜಿಯವರ ಭಾವಚಿತ್ರಕ್ಕೆ ಪುಷ್ಪಾರ್ಚನೆ ಮಾಡಿ ಗೌರವ ಸಲ್ಲಿಸಿದರು. ಈ ಸಂದರ್ಭದಲ್ಲಿ ಖಾದಿ ಮತ್ತು ಗ್ರಾಮೋದ್ಯೋಗ ಮಂಡಳಿಯ ಕೊಪ್ಪಳ ಕಛೇರಿಯ ಎಲ್ಲಾ ಸಿಬ್ಬಂದಿಗಳು ಉಪಸ್ಥಿತರಿದ್ದರು. — [901, 1517, 1213, 1573]
legal-column-2: ಆಯೋಜಿಸಲಾಗಿದ್ದು, ಕಾನೂನು ನೆರವು ವೃತ್ತಿಪರರು, ಕಾನೂನು ಸೇವಾ ಸಂಸ್ಥೆಗಳ ಸದಸ್ಯರು, ವಿದ್ಯಾರ್ಥಿಗಳು, ಪ್ಯಾರಾ ಲೀಗಲ್ ಸ್ವಯಂ ಸೇವಕರು ಮತ್ತು ಸಾರ್ವಜನಿಕರಿಂದ ಕಲಾಕೃತಿಗಳನ್ನು ಆಹ್ವಾನಿಸಲಾಗಿದೆ. ದಿಟ್ಟತನ ಮತ್ತು ಕಾನೂನು ಜಾಗೃತಿ ಕಾನೂನು ನೆರವಿನ ಮೂಲಕ ಸಬಲೀಕರಣ ಕುರಿತ ಕಥೆಗಳನ್ನು ಬಿಂಬಿಸುವ ಛಾಯಾಚಿತ್ರಗಳು, ವರ್ಣಚಿತ್ರಗಳು, ರೇಖಾ ಚಿತ್ರಗಳು ಮತ್ತು ವಿಡಿಯೋಗಳನ್ನು (ಗರಿಷ್ಠ ಅವಧಿ 1 ನಿಮಿಷ) ಆಹ್ವಾನಿಸಲಾಗಿದೆ. ಪ್ರಾಧಿಕಾರಕ್ಕೆ ಅಕ್ಟೋಬರ್ 10 ರೊಳಗಾಗಿ ಸಲ್ಲಿಸಬೇಕು ಎಂದು ಪ್ರಕಟಣೆಯಲ್ಲಿ ತಿಳಿಸಿದ್ದಾರೆ. — [298, 2174, 569, 2351]
lead-photo-bottom-right — [637, 1103, 1213, 1387]
weather-day: ಶನಿ — [1237, 1243, 1252, 1259]
weather-max: ಗರಿಷ್ಠ : 41°, — [1283, 1327, 1355, 1343]
sidebar-ads-box — [1230, 494, 1497, 848]
khadi-headline-line1: ಕೊಪ್ಪಳ ಜಿಲ್ಲಾಡಳಿತ ಭವನದಲ್ಲಿ ಖಾದಿ — [98, 1403, 488, 1441]
disabled-headline-line2: ರಾಜ್ಯ ಪ್ರಶಸ್ತಿಗಳಿಗೆ ಅರ್ಜಿ ಅಹ್ವಾನ. — [712, 2079, 1086, 2118]
sidebar-email[interactable]: ಇ-ಮೇಲ್: hospettimes@gmail.com — [1262, 1070, 1466, 1104]
sidebar-office-box — [1230, 306, 1497, 486]
weather-row — [1237, 1240, 1491, 1263]
lead-rule — [17, 280, 1213, 282]
sidebar-write-text: ಹೊಸಪೇಟೆ ಟೈಮ್ಸ್ ಕನ್ನಡ ದಿನಪತ್ರಿಕೆಯಲ್ಲಿ ಲೇಖನಗಳು, ಸುದಿ ಚಿತ್ರಗಳು, ವ್ಯಕ್ತಿ ಪರಿಚಯ, ಪುಸ್ತಕ– ಸಿನಿಮಾ–ನಾಟಕ ವಿಮರ್ಶೆಗಳನ್ನು,(150 ಶಬ್ದ ಮೀರದಂತೆ) ಸಂಪಾದಕರಿಗೆ ಪತ್ರ, ದೂರುಗಳು, ಕುಂದು ಕೊರತೆಗಳ ಬಗ್ಗೆ ಬರೆದು ಕಳುಹಿಸಿ — [1243, 900, 1484, 993]
sidebar-office-label: ಕಚೇರಿ ವಿಳಾಸ — [1331, 354, 1397, 371]
sidebar-write-title: 'ನೀವು ಬರೆಯಿರಿ' — [1283, 861, 1445, 895]
weather-day: ಶುಕ್ರ — [1237, 1220, 1256, 1236]
page-number: ಪುಟ-3 — [1440, 14, 1497, 40]
sidebar-ads-text: ಹುಟ್ಟು ಹಬ್ಬದ ಶುಭಾಶಯಗಳು, ವಿದೇಶ ಪ್ರಯಾಣ, ಸ್ವದೇಶಾಗಮನ, ವಧು,ವರರ ಅನ್ವೇಷಣೆ ಜಾಹೀರಾತುಗಳು, ಜೋತಿಷ್ಯ, ಶ್ರದ್ಧಾಂಜಲಿ, ಪುಣ್ಯ ತಿಥಿ, ಅಭಿನಂದನೆಗಳು, ಹಬ್ಬದ ಮತ್ತು ಅನೇಕ ಭಾವನಾತ್ಮಕ ಶುಭಾಶಯಗಳು, ಬೇಕಾಗಿದ್ದಾರೆ, ಮಾರಾಟ, ಬಾಡಿಗೆಗೆ, ಇತ್ಯಾದಿಗಳಿಗೆ — [1242, 571, 1485, 667]
sidebar-skills-text-2: ವೆಬ್‌ಪೋರ್ಟಲ್ ನಲ್ಲಿ ಹೆಸರು ನೋಂದಾಯಿಸಿ ಈ ಸ್ಪರ್ಧೆಯಲ್ಲಿ ಭಾಗವಹಿಸಬೇಕು ಎಂದು ಜಿಲ್ಲಾ ಕೌಶಲ್ಯಾಭಿವೃದ್ಧಿ ಅಧಿಕಾರಿ ತಿಳಿಸಿದ್ದಾರೆ. — [1230, 2333, 1497, 2389]
lead-column-2: ಆಲೋಚನೆಯಂತೆ ಎಲ್ಲರೂ ನಮ್ಮ ಸುತ್ತಮುತ್ತಲಿನ ಪರಿಸರವನ್ನು ಸ್ವಚ್ಛವಾಗಿಟ್ಟುಕೊಳ್ಳುವುದರ ಜೊತೆಗೆ ಸ್ವದೇಶಿ ವಸ್ತುಗಳ ಬಳಕೆಗೆ ಹೆಚ್ಚು ಉತ್ತೇಜನ ನೀಡಬೇಕು. ಲಾಲ್ ಬಹದ್ದೂರ್ ಶಾಸ್ತ್ರೀಜಿಯವರು ಈ ದೇಶ ಕಂಡ ಸರಳ ಸಜ್ಜನಿಕೆಯ ಪ್ರಧಾನಿಯಾಗಿದ್ದರು. ಅವರ ಜಯಂತಿಯು ಸಹ ಇಂದು ಇದೆ. ಇಂತಹ ಮಹಾತ್ಮರ ವ್ಯಕ್ತಿಗಳ ಆದರ್ಶಗಳನ್ನು ನಮ್ಮ ಜೀವನದಲ್ಲಿ ಅಳವಡಿಸಿಕೊಳ್ಳಬೇಕು ಎಂದು ಹೇಳಿದರು. ಕೊಪ್ಪಳದ ಹಿರಿಯ ಲೇಖಕರು ಹಾಗೂ ಕರ್ನಾಟಕ ಚಲನಚಿತ್ರ ಅಕಾಡೆಮಿ ಸದಸ್ಯರಾದ ಸಾವಿತ್ರಿ ಮುಜುಮದಾರ ಅವರು ಗಾಂಧೀಜಿಯವರ ಕುರಿತು ವಿಶೇಷ ಉಪನ್ಯಾಸ ನೀಡಿ ಮಾತನಾಡಿ, ಮಹಾತ್ಮಾ ಗಾಂಧೀಜಿಯವರ ಸತ್ಯ ಮತ್ತು ಅಹಿಂಸೆಯ ತತ್ವಗಳನ್ನು ಪಾಲನೆ ಮಾಡಿ, ವಾಣಿಜ್ಯ ಮೌಲ್ಯಗಳನ್ನು ಪ್ರತಿಪಾದಿಸಿದ್ದರು. ತಮ್ಮ ಬದುಕಿನಲ್ಲಿ ಸರಳತೆಯನ್ನು ರೂಢಿಸಿಕೊಂಡಿದ್ದರು. ಅವರ ಹೋರಾಟ, ಸತ್ಯಾಗ್ರಹವು ನಮಗೆಲ್ಲರಿಗೂ ಮಾದರಿಯಾಗಿದೆ. ಗಾಂಧೀಜಿಯವರು ಮಹಿಳೆಯರಿಗೂ ಮಹತ್ವ ನೀಡುತ್ತಿದ್ದರು. ದೀನ ದಲಿತರ — [332, 697, 620, 975]
weather-min: ಕನಿಷ್ಠ : 30° — [1398, 1327, 1464, 1343]
weather-max: ಗರಿಷ್ಠ : 40°, — [1283, 1220, 1355, 1236]
sidebar-epaper-title: ಹೊಸಪೇಟೆ ಟೈಮ್ಸ್ — [1233, 68, 1495, 105]
